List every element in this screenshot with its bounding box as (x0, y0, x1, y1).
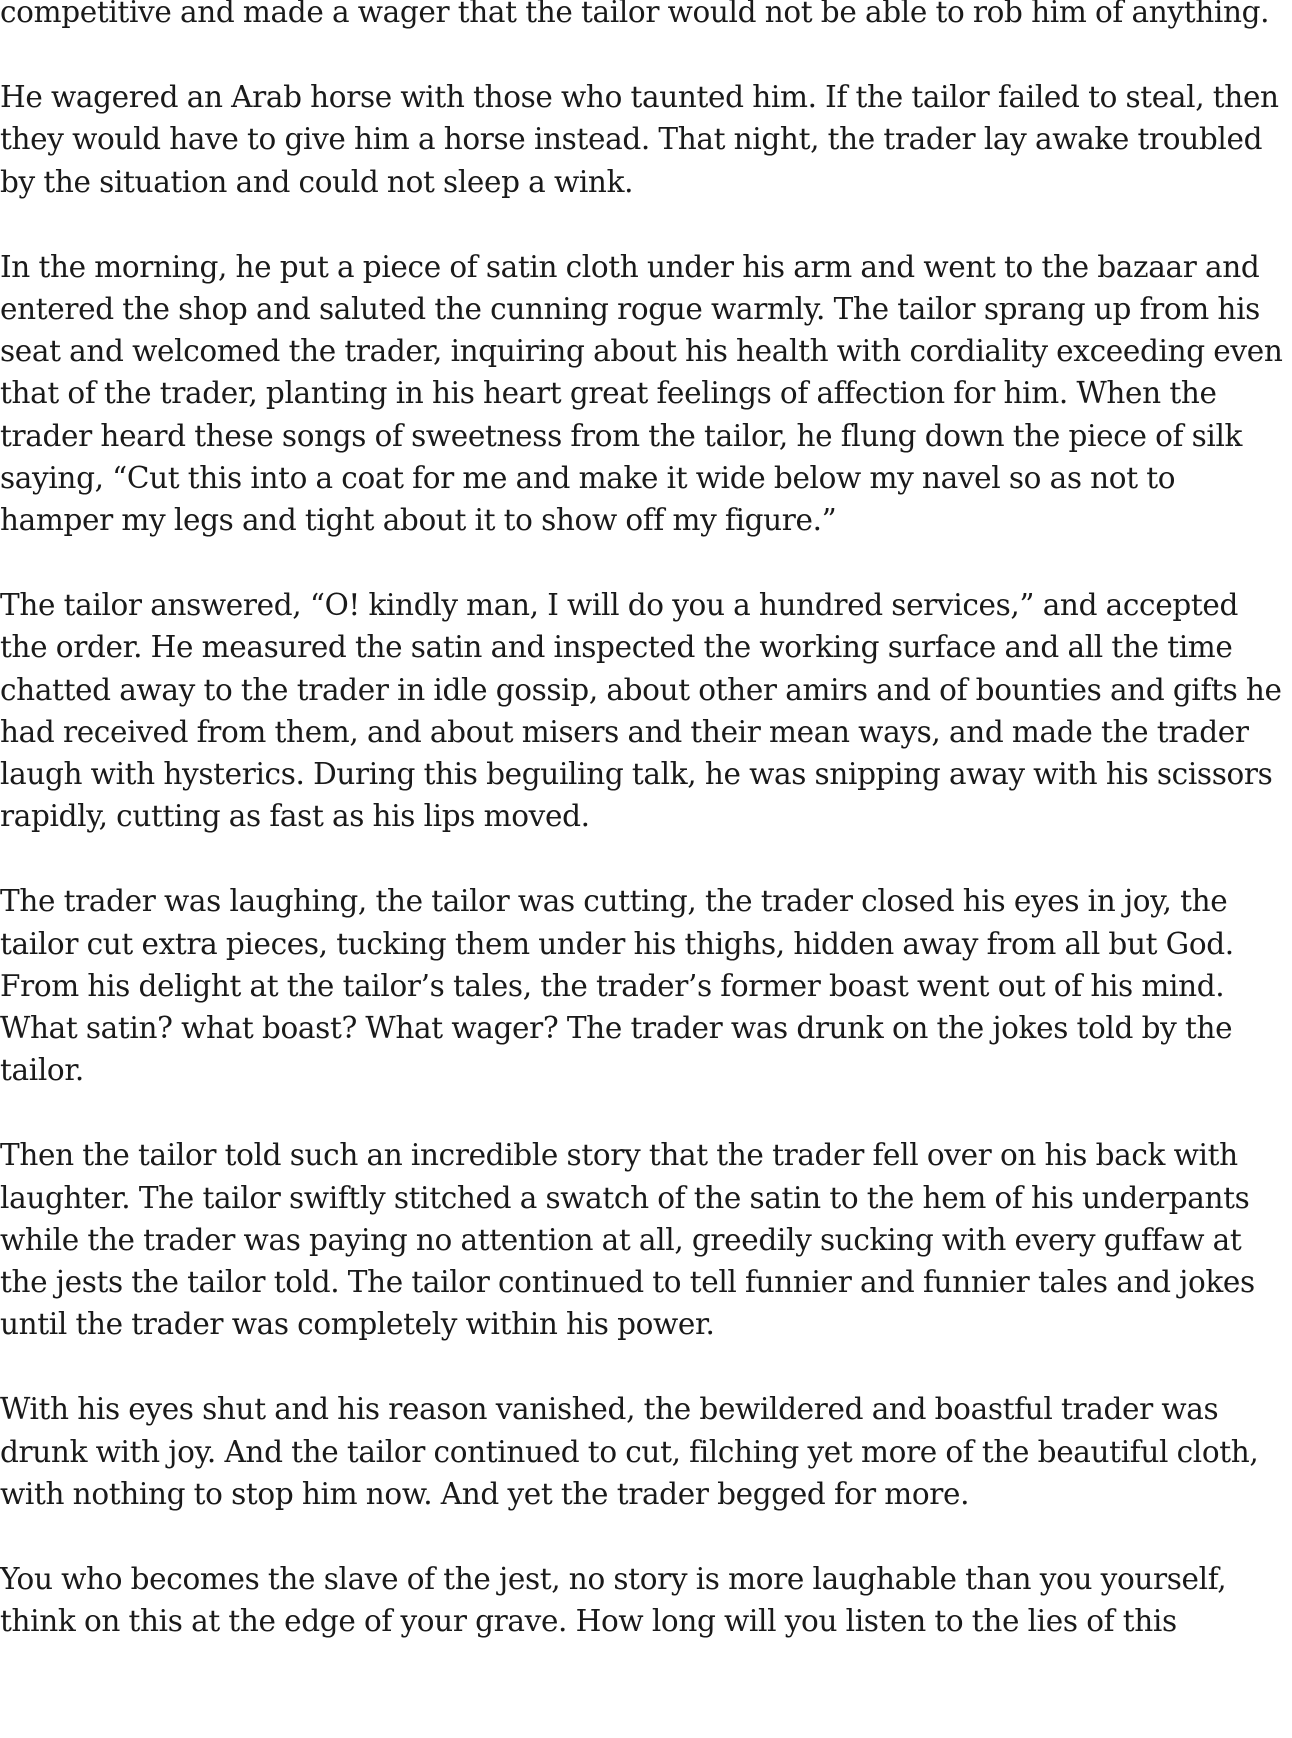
paragraph-3: In the morning, he put a piece of satin cloth under his arm and went to the bazaar and entered the shop and saluted the cunning rogue warmly. The tailor sprang up from his seat and welcomed the trader, inquiring about his health with cordiality exceeding even that of the trader, planting in his heart great feelings of affection for him. When the trader heard these songs of sweetness from the tailor, he flung down the piece of silk saying, “Cut this into a coat for me and make it wide below my navel so as not to hamper my legs and tight about it to show off my figure.” (0, 249, 1283, 538)
paragraph-1: competitive and made a wager that the tailor would not be able to rob him of anything. (0, 0, 1270, 29)
paragraph-5: The trader was laughing, the tailor was cutting, the trader closed his eyes in joy, the tailor cut extra pieces, tucking them under his thighs, hidden away from all but God. From his delight at the tailor’s tales, the trader’s former boast went out of his mind. What satin? what boast? What wager? The trader was drunk on the jokes told by the tailor. (0, 884, 1234, 1088)
paragraph-8: You who becomes the slave of the jest, no story is more laughable than you yourself, think on this at the edge of your grave. How long will you listen to the lies of this (0, 1562, 1227, 1639)
paragraph-2: He wagered an Arab horse with those who taunted him. If the tailor failed to steal, then they would have to give him a horse instead. That night, the trader lay awake troubled by the situation and could not sleep a wink. (0, 80, 1279, 199)
paragraph-4: The tailor answered, “O! kindly man, I will do you a hundred services,” and accepted the order. He measured the satin and inspected the working surface and all the time chatted away to the trader in idle gossip, about other amirs and of bounties and gifts he had received from them, and about misers and their mean ways, and made the trader laugh with hysterics. During this beguiling talk, he was snipping away with his scissors rapidly, cutting as fast as his lips moved. (0, 588, 1282, 834)
paragraph-7: With his eyes shut and his reason vanished, the bewildered and boastful trader was drunk with joy. And the tailor continued to cut, filching yet more of the beautiful cloth, with nothing to stop him now. And yet the trader begged for more. (0, 1392, 1259, 1511)
paragraph-6: Then the tailor told such an incredible story that the trader fell over on his back with laughter. The tailor swiftly stitched a swatch of the satin to the hem of his underpants while the trader was paying no attention at all, greedily sucking with every guffaw at the jests the tailor told. The tailor continued to tell funnier and funnier tales and jokes until the trader was completely within his power. (0, 1138, 1255, 1342)
